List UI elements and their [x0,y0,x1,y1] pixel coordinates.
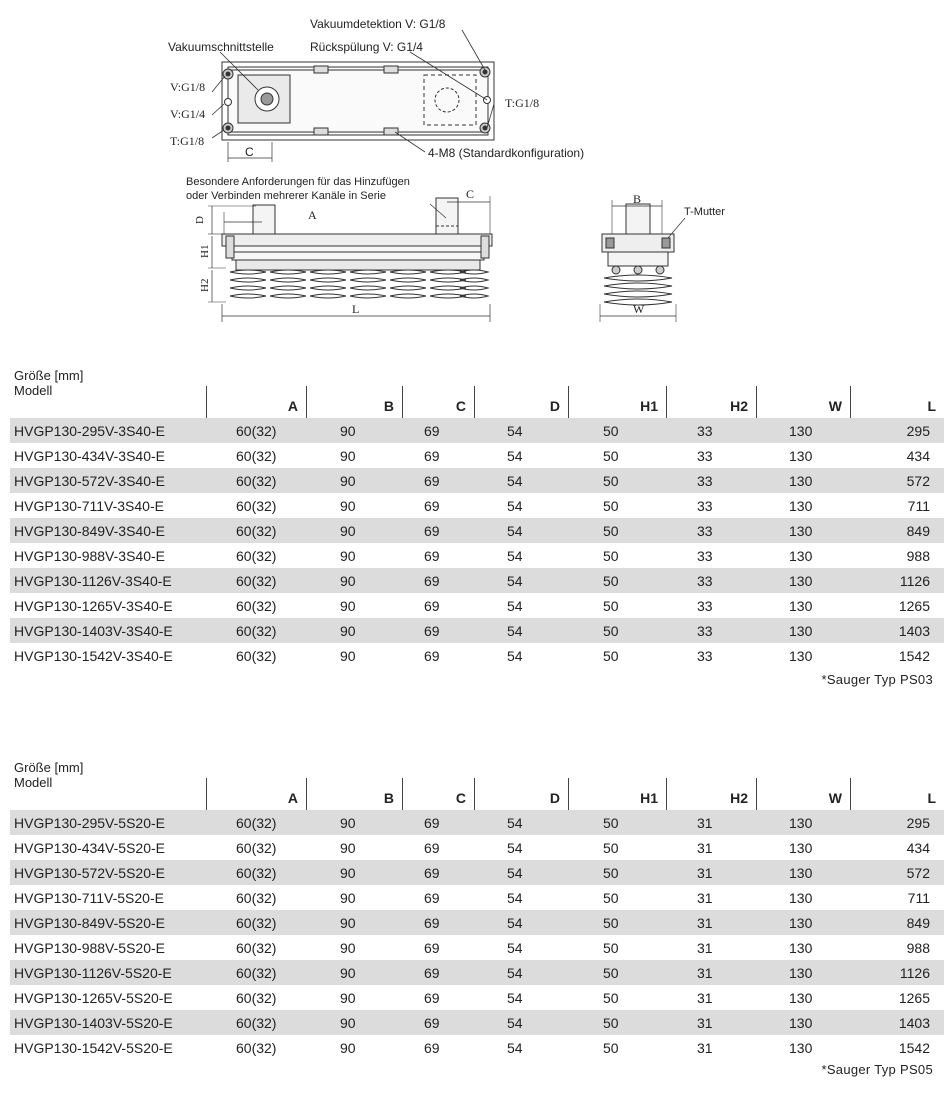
cell-h2: 33 [697,523,713,539]
cell-l: 1403 [898,623,930,639]
cell-a: 60(32) [236,598,277,614]
col-header-h2: H2 [666,778,756,810]
cell-w: 130 [789,448,813,464]
cell-l: 295 [906,423,930,439]
cell-w: 130 [789,498,813,514]
table-note-ps05: *Sauger Typ PS05 [821,1062,933,1077]
cell-model: HVGP130-988V-3S40-E [14,548,165,564]
cell-model: HVGP130-849V-3S40-E [14,523,165,539]
cell-a: 60(32) [236,840,277,856]
cell-h2: 31 [697,865,713,881]
cell-h1: 50 [603,448,619,464]
cell-w: 130 [789,423,813,439]
table-row [10,593,944,618]
col-header-b: B [306,386,402,418]
table-header [10,760,944,810]
table-row [10,985,944,1010]
cell-a: 60(32) [236,498,277,514]
cell-w: 130 [789,1015,813,1031]
cell-c: 69 [424,473,440,489]
cell-l: 1403 [898,1015,930,1031]
cell-h2: 33 [697,423,713,439]
cell-h1: 50 [603,890,619,906]
cell-b: 90 [340,648,356,664]
cell-a: 60(32) [236,815,277,831]
cell-model: HVGP130-1126V-5S20-E [14,965,172,981]
col-header-l: L [850,778,944,810]
cell-h2: 31 [697,840,713,856]
table-row [10,935,944,960]
cell-w: 130 [789,915,813,931]
cell-l: 849 [906,915,930,931]
cell-a: 60(32) [236,648,277,664]
cell-h2: 33 [697,498,713,514]
cell-model: HVGP130-1403V-5S20-E [14,1015,173,1031]
technical-drawing [0,0,945,330]
model-label: Modell [14,775,53,790]
table-row [10,493,944,518]
table-row [10,810,944,835]
cell-h2: 33 [697,598,713,614]
table-row [10,443,944,468]
cell-d: 54 [507,573,523,589]
cell-h2: 33 [697,548,713,564]
side-note-line2: oder Verbinden mehrerer Kanäle in Serie [186,190,386,202]
cell-l: 572 [906,865,930,881]
cell-c: 69 [424,598,440,614]
cell-model: HVGP130-1265V-3S40-E [14,598,173,614]
cell-l: 1265 [898,990,930,1006]
cell-b: 90 [340,473,356,489]
cell-b: 90 [340,448,356,464]
cell-h1: 50 [603,840,619,856]
cell-model: HVGP130-434V-5S20-E [14,840,165,856]
cell-w: 130 [789,473,813,489]
cell-h1: 50 [603,573,619,589]
cell-l: 1542 [898,648,930,664]
table-row [10,543,944,568]
cell-d: 54 [507,473,523,489]
cell-b: 90 [340,865,356,881]
cell-d: 54 [507,523,523,539]
cell-model: HVGP130-711V-3S40-E [14,498,164,514]
cell-w: 130 [789,573,813,589]
cell-b: 90 [340,623,356,639]
cell-c: 69 [424,448,440,464]
cell-l: 711 [907,890,930,906]
cell-w: 130 [789,890,813,906]
cell-d: 54 [507,598,523,614]
cell-model: HVGP130-1265V-5S20-E [14,990,173,1006]
table-row [10,910,944,935]
cell-model: HVGP130-434V-3S40-E [14,448,165,464]
label-left-t18: T:G1/8 [170,134,205,148]
label-thread: 4-M8 (Standardkonfiguration) [428,146,585,160]
cell-b: 90 [340,1040,356,1056]
col-header-a: A [206,386,306,418]
cell-a: 60(32) [236,890,277,906]
cell-h1: 50 [603,548,619,564]
col-header-c: C [402,778,474,810]
cell-c: 69 [424,965,440,981]
label-vacuum-interface: Vakuumschnittstelle [168,40,274,54]
dim-h2: H2 [199,278,211,292]
cell-b: 90 [340,915,356,931]
cell-l: 1126 [899,965,930,981]
cell-b: 90 [340,990,356,1006]
cell-b: 90 [340,523,356,539]
dim-a: A [308,208,317,222]
cell-h1: 50 [603,915,619,931]
cell-model: HVGP130-1542V-5S20-E [14,1040,173,1056]
cell-c: 69 [424,865,440,881]
cell-b: 90 [340,940,356,956]
cell-w: 130 [789,548,813,564]
cell-l: 434 [906,448,930,464]
label-left-v14: V:G1/4 [170,107,206,121]
cell-a: 60(32) [236,423,277,439]
cell-w: 130 [789,648,813,664]
cell-h2: 31 [697,1015,713,1031]
cell-d: 54 [507,1040,523,1056]
table-row [10,418,944,443]
cell-c: 69 [424,623,440,639]
col-header-d: D [474,778,568,810]
cell-w: 130 [789,598,813,614]
cell-model: HVGP130-849V-5S20-E [14,915,165,931]
dim-w: W [633,302,645,316]
suction-cups [230,270,488,298]
cell-b: 90 [340,423,356,439]
cell-model: HVGP130-711V-5S20-E [14,890,164,906]
cell-c: 69 [424,915,440,931]
col-header-h2: H2 [666,386,756,418]
cell-h1: 50 [603,523,619,539]
cell-w: 130 [789,990,813,1006]
cell-c: 69 [424,1015,440,1031]
cell-c: 69 [424,815,440,831]
label-left-v18: V:G1/8 [170,80,206,94]
cell-model: HVGP130-1126V-3S40-E [14,573,172,589]
cell-h2: 31 [697,940,713,956]
table-row [10,1010,944,1035]
cell-c: 69 [424,1040,440,1056]
cell-c: 69 [424,840,440,856]
cell-h2: 31 [697,915,713,931]
cell-h2: 33 [697,648,713,664]
cell-l: 711 [907,498,930,514]
cell-a: 60(32) [236,623,277,639]
cell-h1: 50 [603,990,619,1006]
col-header-h1: H1 [568,778,666,810]
cell-h1: 50 [603,598,619,614]
cell-d: 54 [507,815,523,831]
cell-d: 54 [507,890,523,906]
dim-d: D [194,216,206,224]
cell-d: 54 [507,840,523,856]
cell-d: 54 [507,915,523,931]
cell-c: 69 [424,648,440,664]
cell-a: 60(32) [236,548,277,564]
cell-d: 54 [507,648,523,664]
cell-l: 1265 [898,598,930,614]
col-header-w: W [756,778,850,810]
cell-model: HVGP130-572V-5S20-E [14,865,165,881]
dim-h1: H1 [199,244,211,258]
table-row [10,860,944,885]
cell-l: 1542 [898,1040,930,1056]
table-row [10,518,944,543]
cell-c: 69 [424,573,440,589]
dim-b: B [633,192,642,206]
cell-l: 295 [906,815,930,831]
cell-w: 130 [789,965,813,981]
label-vacuum-detection: Vakuumdetektion V: G1/8 [310,17,446,31]
cell-b: 90 [340,890,356,906]
cell-model: HVGP130-1542V-3S40-E [14,648,173,664]
cell-d: 54 [507,1015,523,1031]
cell-h2: 31 [697,965,713,981]
cell-h1: 50 [603,1015,619,1031]
cell-h1: 50 [603,940,619,956]
cell-h1: 50 [603,815,619,831]
cell-d: 54 [507,965,523,981]
cell-b: 90 [340,598,356,614]
size-label: Größe [mm] [14,760,84,775]
table-row [10,960,944,985]
cell-h1: 50 [603,965,619,981]
cell-h2: 31 [697,890,713,906]
cell-model: HVGP130-1403V-3S40-E [14,623,173,639]
cell-h2: 31 [697,1040,713,1056]
cell-a: 60(32) [236,990,277,1006]
cell-a: 60(32) [236,448,277,464]
cell-l: 572 [906,473,930,489]
cell-d: 54 [507,990,523,1006]
cell-l: 988 [906,548,930,564]
side-view [208,196,492,322]
cell-h1: 50 [603,1040,619,1056]
cell-c: 69 [424,423,440,439]
cell-l: 849 [906,523,930,539]
col-header-a: A [206,778,306,810]
cell-h1: 50 [603,865,619,881]
cell-h2: 33 [697,473,713,489]
table-row [10,835,944,860]
table-row [10,468,944,493]
cell-c: 69 [424,990,440,1006]
table-row [10,568,944,593]
cell-c: 69 [424,523,440,539]
cell-b: 90 [340,573,356,589]
cell-d: 54 [507,423,523,439]
cell-h2: 31 [697,815,713,831]
cell-l: 1126 [899,573,930,589]
cell-w: 130 [789,865,813,881]
cell-w: 130 [789,940,813,956]
cell-d: 54 [507,865,523,881]
cell-d: 54 [507,940,523,956]
cell-a: 60(32) [236,865,277,881]
cell-h2: 33 [697,573,713,589]
table-header [10,368,944,418]
cell-h2: 33 [697,623,713,639]
cell-a: 60(32) [236,1040,277,1056]
cell-d: 54 [507,548,523,564]
col-header-w: W [756,386,850,418]
cell-h1: 50 [603,498,619,514]
cell-h1: 50 [603,423,619,439]
cell-w: 130 [789,1040,813,1056]
dim-l: L [352,302,360,316]
col-header-d: D [474,386,568,418]
model-label: Modell [14,383,53,398]
cell-model: HVGP130-988V-5S20-E [14,940,165,956]
table-row [10,1035,944,1060]
cell-c: 69 [424,890,440,906]
table-note-ps03: *Sauger Typ PS03 [821,672,933,687]
col-header-h1: H1 [568,386,666,418]
table-row [10,643,944,668]
cell-w: 130 [789,523,813,539]
cell-d: 54 [507,623,523,639]
col-header-l: L [850,386,944,418]
cell-c: 69 [424,498,440,514]
cell-c: 69 [424,940,440,956]
cell-h2: 31 [697,990,713,1006]
table-row [10,618,944,643]
size-label: Größe [mm] [14,368,84,383]
label-backflush: Rückspülung V: G1/4 [310,40,423,54]
cell-b: 90 [340,1015,356,1031]
dim-c-top: C [245,145,254,159]
dim-c-side: C [466,187,475,201]
cell-h1: 50 [603,623,619,639]
cell-h1: 50 [603,473,619,489]
cell-a: 60(32) [236,915,277,931]
cell-a: 60(32) [236,1015,277,1031]
col-header-c: C [402,386,474,418]
cell-model: HVGP130-572V-3S40-E [14,473,165,489]
cell-b: 90 [340,965,356,981]
cell-h1: 50 [603,648,619,664]
cell-a: 60(32) [236,523,277,539]
cell-b: 90 [340,840,356,856]
side-note-line1: Besondere Anforderungen für das Hinzufügen [186,176,410,188]
cell-a: 60(32) [236,965,277,981]
cell-a: 60(32) [236,940,277,956]
cell-w: 130 [789,840,813,856]
cell-c: 69 [424,548,440,564]
cell-l: 988 [906,940,930,956]
cell-b: 90 [340,815,356,831]
cell-w: 130 [789,815,813,831]
label-t-nut: T-Mutter [684,206,725,218]
label-right-t18: T:G1/8 [505,96,540,110]
cell-d: 54 [507,498,523,514]
spec-table-5s20 [10,760,944,1060]
table-row [10,885,944,910]
cell-d: 54 [507,448,523,464]
cell-h2: 33 [697,448,713,464]
cell-l: 434 [906,840,930,856]
cell-b: 90 [340,498,356,514]
cell-a: 60(32) [236,473,277,489]
spec-table-3s40 [10,368,944,668]
col-header-b: B [306,778,402,810]
cell-model: HVGP130-295V-5S20-E [14,815,165,831]
cell-b: 90 [340,548,356,564]
cell-a: 60(32) [236,573,277,589]
cell-model: HVGP130-295V-3S40-E [14,423,165,439]
cell-w: 130 [789,623,813,639]
